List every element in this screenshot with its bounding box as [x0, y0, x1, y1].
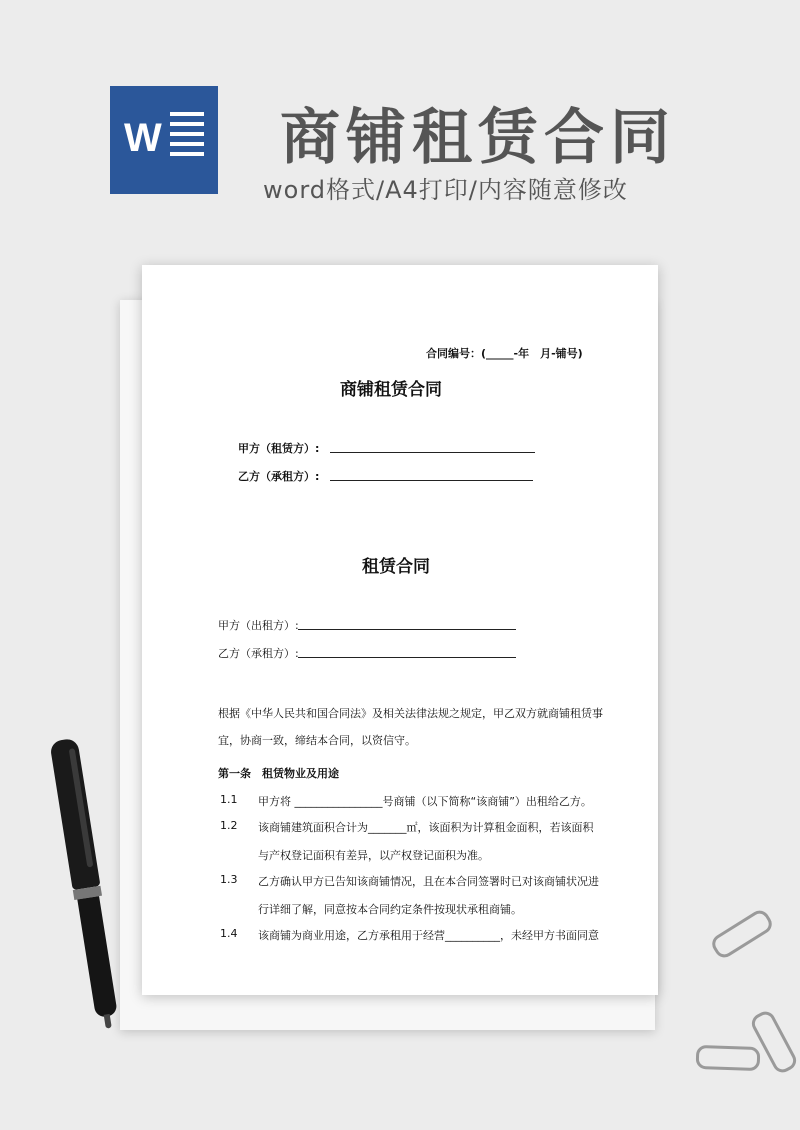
party-b-label: 乙方（承租方）:	[238, 470, 320, 483]
page-subtitle: word格式/A4打印/内容随意修改	[263, 176, 628, 204]
clause-number: 1.1	[220, 793, 238, 806]
clause-text: 该商铺为商业用途，乙方承租用于经营__________，未经甲方书面同意	[258, 929, 599, 942]
clause-text: 该商铺建筑面积合计为_______㎡，该面积为计算租金面积，若该面积	[258, 821, 594, 834]
clause-text-continued: 与产权登记面积有差异，以产权登记面积为准。	[258, 849, 489, 862]
party-a-label: 甲方（租赁方）:	[238, 442, 320, 455]
document-lines-icon	[170, 112, 204, 162]
lessor-label: 甲方（出租方）:	[218, 619, 299, 632]
clause-text: 乙方确认甲方已告知该商铺情况，且在本合同签署时已对该商铺状况进	[258, 875, 599, 888]
paperclip-icon	[709, 907, 776, 961]
page-title: 商铺租赁合同	[280, 103, 676, 173]
party-a-blank	[330, 441, 535, 453]
clause-text-continued: 行详细了解，同意按本合同约定条件按现状承租商铺。	[258, 903, 522, 916]
contract-number: 合同编号：(_____-年 月-铺号)	[426, 347, 583, 360]
cover-title: 商铺租赁合同	[340, 380, 442, 400]
lessee-blank	[298, 646, 516, 658]
word-app-icon	[110, 86, 218, 194]
paperclip-icon	[696, 1045, 761, 1071]
pen-decoration	[43, 737, 128, 1032]
word-letter: W	[124, 116, 162, 160]
article-1-title: 第一条 租赁物业及用途	[218, 767, 339, 780]
party-b-blank	[330, 469, 533, 481]
lessee-label: 乙方（承租方）:	[218, 647, 299, 660]
document-page	[142, 265, 658, 995]
clause-number: 1.3	[220, 873, 238, 886]
document-content	[142, 265, 658, 995]
body-title: 租赁合同	[362, 557, 430, 577]
clause-number: 1.4	[220, 927, 238, 940]
clause-number: 1.2	[220, 819, 238, 832]
lessor-blank	[298, 618, 516, 630]
clause-text: 甲方将 ________________号商铺（以下简称“该商铺”）出租给乙方。	[258, 795, 592, 808]
preamble-line-2: 宜，协商一致，缔结本合同，以资信守。	[218, 734, 416, 747]
preamble-line-1: 根据《中华人民共和国合同法》及相关法律法规之规定，甲乙双方就商铺租赁事	[218, 707, 603, 720]
